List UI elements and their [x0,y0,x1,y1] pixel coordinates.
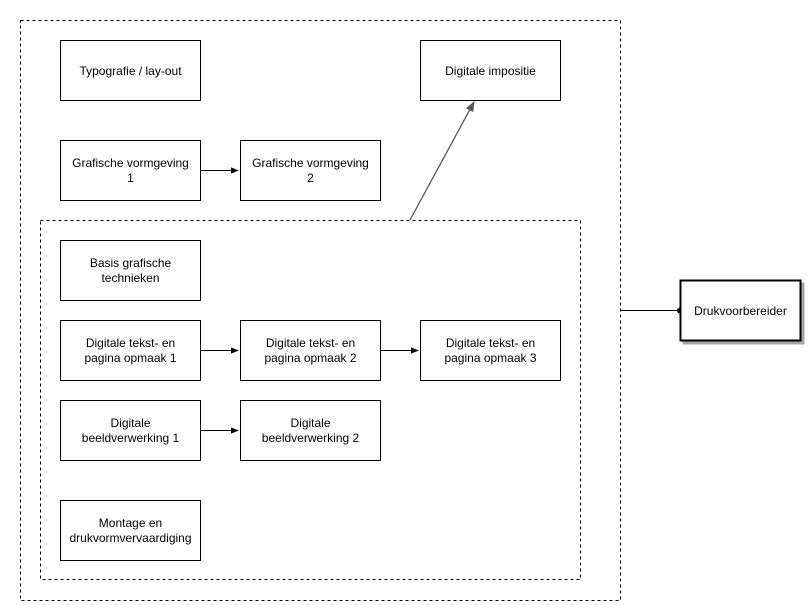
box-grafische-vormgeving-2[interactable] [241,141,381,201]
box-grafische-vormgeving-1[interactable] [61,141,201,201]
box-digitale-impositie[interactable] [421,41,561,101]
box-tekst-pagina-3-label-line-1: Digitale tekst- en [445,336,536,350]
box-tekst-pagina-opmaak-1[interactable] [61,321,201,381]
box-typografie-label-line-1: Typografie / lay-out [79,64,182,78]
box-tekst-pagina-2-label-line-2: pagina opmaak 2 [264,351,357,365]
box-montage-drukvormvervaardiging[interactable] [61,501,201,561]
box-beeldverwerking-2-label-line-2: beeldverwerking 2 [261,431,360,445]
box-beeldverwerking-2[interactable] [241,401,381,461]
box-tekst-pagina-2-label-line-1: Digitale tekst- en [265,336,356,350]
box-drukvoorbereider-label-line-1: Drukvoorbereider [694,304,787,318]
box-digitale-impositie-label-line-1: Digitale impositie [445,64,536,78]
box-grafische-vormgeving-1-label-line-1: Grafische vormgeving [72,156,189,170]
box-beeldverwerking-1[interactable] [61,401,201,461]
box-tekst-pagina-3-label-line-2: pagina opmaak 3 [444,351,537,365]
box-grafische-vormgeving-1-label-line-2: 1 [127,171,134,185]
box-basis-grafische-label-line-2: technieken [101,271,160,285]
box-typografie[interactable] [61,41,201,101]
box-tekst-pagina-1-label-line-2: pagina opmaak 1 [84,351,177,365]
box-tekst-pagina-1-label-line-1: Digitale tekst- en [85,336,176,350]
box-grafische-vormgeving-2-label-line-1: Grafische vormgeving [252,156,369,170]
box-montage-label-line-1: Montage en [98,516,163,530]
box-beeldverwerking-1-label-line-1: Digitale [110,416,151,430]
connector-inner-to-impositie [410,102,474,220]
box-montage-label-line-2: drukvormvervaardiging [69,531,192,545]
box-grafische-vormgeving-2-label-line-2: 2 [307,171,314,185]
box-beeldverwerking-1-label-line-2: beeldverwerking 1 [81,431,180,445]
box-basis-grafische-technieken[interactable] [61,241,201,301]
box-tekst-pagina-opmaak-2[interactable] [241,321,381,381]
box-tekst-pagina-opmaak-3[interactable] [421,321,561,381]
box-basis-grafische-label-line-1: Basis grafische [89,256,172,270]
box-beeldverwerking-2-label-line-1: Digitale [290,416,331,430]
box-drukvoorbereider[interactable] [681,281,801,341]
